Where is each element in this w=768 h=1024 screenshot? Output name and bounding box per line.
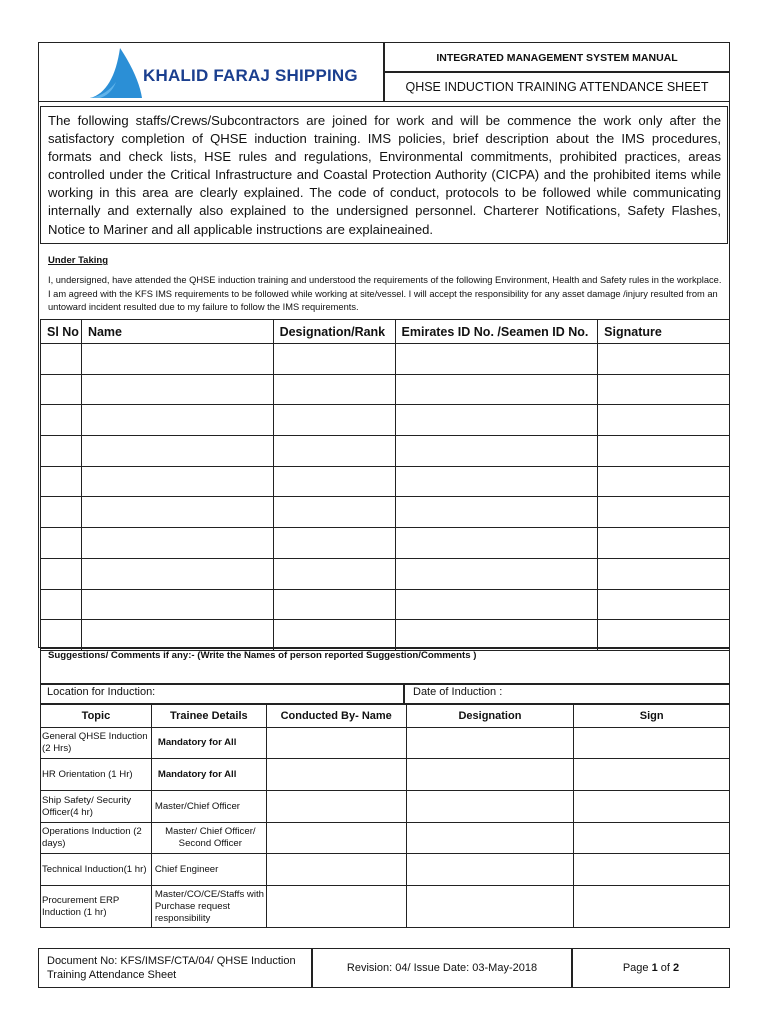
table-row — [41, 759, 730, 791]
cell[interactable] — [41, 620, 82, 651]
cell[interactable] — [598, 374, 730, 405]
cell[interactable] — [395, 620, 598, 651]
cell[interactable] — [81, 405, 273, 436]
cell[interactable] — [81, 436, 273, 467]
cell[interactable] — [574, 759, 730, 791]
table-row — [41, 405, 730, 436]
table-row — [41, 497, 730, 528]
cell[interactable] — [406, 886, 574, 928]
cell[interactable] — [41, 344, 82, 375]
table-row — [41, 728, 730, 759]
training-header-row — [41, 705, 730, 728]
topic: HR Orientation (1 Hr) — [41, 759, 152, 791]
cell[interactable] — [273, 466, 395, 497]
cell[interactable] — [273, 589, 395, 620]
table-row — [41, 589, 730, 620]
cell[interactable] — [41, 528, 82, 559]
table-row — [41, 791, 730, 823]
col-trn-designation: Designation — [406, 705, 574, 728]
cell[interactable] — [81, 466, 273, 497]
cell[interactable] — [395, 497, 598, 528]
cell[interactable] — [406, 854, 574, 886]
cell[interactable] — [598, 558, 730, 589]
cell[interactable] — [41, 466, 82, 497]
cell[interactable] — [598, 466, 730, 497]
cell[interactable] — [273, 558, 395, 589]
trainee-details: Mandatory for All — [151, 759, 266, 791]
cell[interactable] — [598, 405, 730, 436]
sheet-title: QHSE INDUCTION TRAINING ATTENDANCE SHEET — [405, 80, 709, 94]
trainee-details: Chief Engineer — [151, 854, 266, 886]
cell[interactable] — [273, 374, 395, 405]
cell[interactable] — [273, 436, 395, 467]
undertaking-body: I, undersigned, have attended the QHSE induction training and understood the requirements of the following Environment, Health and Safety rules in the workplace. I am agreed with the KFS IMS requirements to be followed while working at site/vessel. I will accept the responsibility for any asset damage /injury resulted from an untoward incident resulted due to my failure to follow the IMS requirements. — [48, 275, 722, 312]
cell[interactable] — [273, 528, 395, 559]
cell[interactable] — [41, 558, 82, 589]
table-row — [41, 528, 730, 559]
cell[interactable] — [266, 728, 406, 759]
cell[interactable] — [574, 823, 730, 854]
col-name: Name — [81, 320, 273, 344]
cell[interactable] — [395, 374, 598, 405]
trainee-details: Mandatory for All — [151, 728, 266, 759]
cell[interactable] — [81, 558, 273, 589]
cell[interactable] — [598, 620, 730, 651]
cell[interactable] — [395, 589, 598, 620]
cell[interactable] — [406, 728, 574, 759]
cell[interactable] — [81, 374, 273, 405]
undertaking-title: Under Taking — [48, 255, 108, 266]
page-indicator — [572, 962, 730, 974]
cell[interactable] — [598, 589, 730, 620]
table-row — [41, 886, 730, 928]
attendance-header-row — [41, 320, 730, 344]
col-designation: Designation/Rank — [273, 320, 395, 344]
cell[interactable] — [81, 589, 273, 620]
intro-paragraph: The following staffs/Crews/Subcontractors are joined for work and will be commence the work only after the satisfactory completion of QHSE induction training. IMS policies, brief description about the IMS procedures, formats and check lists, HSE rules and regulations, Environmental commitments, prohibited practices, areas controlled under the Critical Infrastructure and Coastal Protection Authority (CICPA) and the prohibited items while working in this area are clearly explained. The code of conduct, protocols to be followed while communicating internally and externally also explained to the undersigned personnel. Charterer Notifications, Safety Flashes, Notice to Mariner and all applicable instructions are explaineained. — [48, 113, 721, 237]
cell[interactable] — [266, 823, 406, 854]
cell[interactable] — [41, 497, 82, 528]
cell[interactable] — [395, 466, 598, 497]
cell[interactable] — [41, 405, 82, 436]
table-row — [41, 558, 730, 589]
cell[interactable] — [598, 344, 730, 375]
col-sl-no: Sl No — [41, 320, 82, 344]
cell[interactable] — [273, 405, 395, 436]
cell[interactable] — [41, 436, 82, 467]
table-row — [41, 854, 730, 886]
cell[interactable] — [81, 344, 273, 375]
cell[interactable] — [266, 886, 406, 928]
col-signature: Signature — [598, 320, 730, 344]
col-conducted-by: Conducted By- Name — [266, 705, 406, 728]
cell[interactable] — [41, 589, 82, 620]
table-row — [41, 374, 730, 405]
cell[interactable] — [395, 436, 598, 467]
cell[interactable] — [81, 528, 273, 559]
cell[interactable] — [395, 405, 598, 436]
topic: Ship Safety/ Security Officer(4 hr) — [41, 791, 152, 823]
cell[interactable] — [41, 374, 82, 405]
trainee-details: Master/ Chief Officer/ Second Officer — [151, 823, 266, 854]
training-table — [40, 704, 730, 928]
cell[interactable] — [574, 886, 730, 928]
cell[interactable] — [81, 497, 273, 528]
table-row — [41, 344, 730, 375]
cell[interactable] — [406, 823, 574, 854]
page-prefix: Page — [622, 962, 652, 974]
col-topic: Topic — [41, 705, 152, 728]
col-trainee-details: Trainee Details — [151, 705, 266, 728]
topic: Technical Induction(1 hr) — [41, 854, 152, 886]
cell[interactable] — [266, 854, 406, 886]
trainee-details: Master/CO/CE/Staffs with Purchase request responsibility — [151, 886, 266, 928]
cell[interactable] — [273, 620, 395, 651]
suggestions-label: Suggestions/ Comments if any:- (Write the Names of person reported Suggestion/Comments ) — [48, 650, 477, 661]
page-total: 2 — [673, 962, 680, 974]
cell[interactable] — [395, 528, 598, 559]
date-label: Date of Induction : — [413, 686, 503, 698]
cell[interactable] — [574, 791, 730, 823]
page-current: 1 — [651, 962, 658, 974]
cell[interactable] — [598, 528, 730, 559]
table-row — [41, 620, 730, 651]
col-sign: Sign — [574, 705, 730, 728]
cell[interactable] — [406, 759, 574, 791]
revision-info: Revision: 04/ Issue Date: 03-May-2018 — [346, 962, 538, 974]
cell[interactable] — [266, 791, 406, 823]
manual-title: INTEGRATED MANAGEMENT SYSTEM MANUAL — [436, 52, 678, 64]
cell[interactable] — [574, 854, 730, 886]
topic: General QHSE Induction (2 Hrs) — [41, 728, 152, 759]
topic: Procurement ERP Induction (1 hr) — [41, 886, 152, 928]
company-name: KHALID FARAJ SHIPPING — [143, 66, 358, 85]
col-id-no: Emirates ID No. /Seamen ID No. — [395, 320, 598, 344]
cell[interactable] — [598, 436, 730, 467]
cell[interactable] — [598, 497, 730, 528]
cell[interactable] — [81, 620, 273, 651]
cell[interactable] — [406, 791, 574, 823]
attendance-table — [40, 319, 730, 651]
table-row — [41, 436, 730, 467]
cell[interactable] — [395, 558, 598, 589]
cell[interactable] — [273, 344, 395, 375]
topic: Operations Induction (2 days) — [41, 823, 152, 854]
location-label: Location for Induction: — [47, 686, 156, 698]
table-row — [41, 823, 730, 854]
trainee-details: Master/Chief Officer — [151, 791, 266, 823]
document-number: Document No: KFS/IMSF/CTA/04/ QHSE Induction Training Attendance Sheet — [47, 955, 296, 981]
fin-logo-icon — [86, 46, 144, 100]
table-row — [41, 466, 730, 497]
page-of: of — [657, 962, 674, 974]
cell[interactable] — [266, 759, 406, 791]
cell[interactable] — [574, 728, 730, 759]
cell[interactable] — [395, 344, 598, 375]
cell[interactable] — [273, 497, 395, 528]
